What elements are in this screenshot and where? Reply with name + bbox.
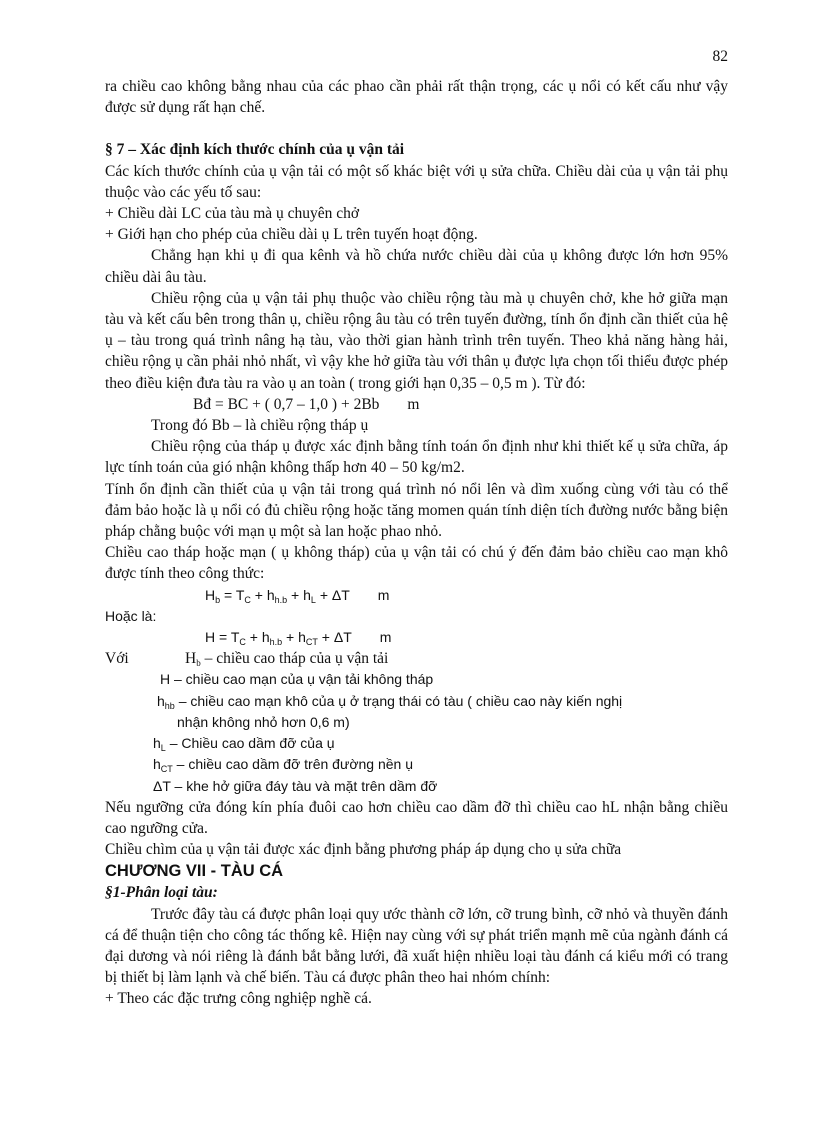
definition-row [105, 648, 728, 669]
definition-label: Với [105, 650, 129, 668]
paragraph: Hoặc là: [105, 607, 157, 624]
paragraph: ra chiều cao không bằng nhau của các phao cần phải rất thận trọng, các ụ nổi có kết cấu như vậy được sử dụng rất hạn chế. [105, 78, 728, 117]
bullet-item: + Theo các đặc trưng công nghiệp nghề cá. [105, 990, 372, 1008]
paragraph: Nếu ngưỡng cửa đóng kín phía đuôi cao hơn chiều cao dầm đỡ thì chiều cao hL nhận bằng chiều cao ngưỡng cửa. [105, 798, 728, 837]
paragraph: Trước đây tàu cá được phân loại quy ước thành cỡ lớn, cỡ trung bình, cỡ nhỏ và thuyền đánh cá để thuận tiện cho công tác thống kê. Hiện nay cùng với sự phát triển mạnh mẽ của ngành đánh cá đại dương và nói riêng là đánh bắt bằng lưới, đã xuất hiện nhiều loại tàu đánh cá kiểu mới có trang bị thiết bị làm lạnh và chế biến. Tàu cá được phân theo hai nhóm chính: [105, 905, 728, 987]
definition-item: H – chiều cao mạn của ụ vận tải không tháp [160, 671, 434, 688]
paragraph: Tính ổn định cần thiết của ụ vận tải trong quá trình nó nổi lên và dìm xuống cùng với tàu có thể đảm bảo hoặc là ụ nổi có đủ chiều rộng hoặc tăng momen quán tính diện tích đường nước bằng biện pháp chằng buộc với mạn ụ một sà lan hoặc phao nhỏ. [105, 480, 728, 541]
paragraph: Trong đó Bb – là chiều rộng tháp ụ [151, 417, 369, 435]
paragraph: Chiều rộng của ụ vận tải phụ thuộc vào chiều rộng tàu mà ụ chuyên chở, khe hở giữa mạn tàu và kết cấu bên trong thân ụ, chiều rộng âu tàu có trên tuyến đường, tính ổn định cần thiết của hệ ụ – tàu trong quá trình nâng hạ tàu, vào thời gian hành trình trên tuyến. Theo khả năng hàng hải, chiều rộng ụ cần phải nhỏ nhất, vì vậy khe hở giữa tàu với thân ụ được lựa chọn tối thiểu được phép theo điều kiện đưa tàu ra vào ụ an toàn ( trong giới hạn 0,35 – 0,5 m ). Từ đó: [105, 289, 728, 392]
paragraph: Chẳng hạn khi ụ đi qua kênh và hồ chứa nước chiều dài của ụ không được lớn hơn 95% chiều dài âu tàu. [105, 247, 728, 286]
definition-item: $h_L$ – Chiều cao dầm đỡ của ụ [153, 735, 335, 754]
formula-unit: m [407, 395, 420, 413]
subsection-title: §1-Phân loại tàu: [105, 884, 218, 902]
paragraph: Chiều rộng của tháp ụ được xác định bằng tính toán ổn định như khi thiết kế ụ sửa chữa, áp lực tính toán của gió nhận không thấp hơn 40 – 50 kg/m2. [105, 438, 728, 477]
formula-height-tower: $H_b = T_C + h_{h.b} + h_L + \Delta T$ m [205, 586, 390, 605]
definition-item: nhận không nhỏ hơn 0,6 m) [177, 713, 350, 730]
definition-item: $h_{hb}$ – chiều cao mạn khô của ụ ở trạng thái có tàu ( chiều cao này kiến nghị [157, 692, 623, 711]
section-title: § 7 – Xác định kích thước chính của ụ vận tải [105, 141, 405, 159]
bullet-item: + Chiều dài LC của tàu mà ụ chuyên chở [105, 205, 360, 223]
paragraph: Chiều chìm của ụ vận tải được xác định bằng phương pháp áp dụng cho ụ sửa chữa [105, 841, 622, 859]
definition-item: $H_b$ – chiều cao tháp của ụ vận tải [185, 650, 389, 669]
formula-text: Bđ = BC + ( 0,7 – 1,0 ) + 2Bb [193, 395, 380, 413]
formula-height-side: $H = T_C + h_{h.b} + h_{CT} + \Delta T$ m [205, 629, 392, 648]
definition-item: $h_{CT}$ – chiều cao dầm đỡ trên đường nền ụ [153, 756, 414, 775]
page-body [105, 76, 728, 1010]
bullet-item: + Giới hạn cho phép của chiều dài ụ L trên tuyến hoạt động. [105, 226, 478, 244]
formula-width [105, 394, 728, 415]
page-number: 82 [712, 48, 728, 65]
definition-item: ΔT – khe hở giữa đáy tàu và mặt trên dầm đỡ [153, 777, 438, 794]
paragraph: Các kích thước chính của ụ vận tải có một số khác biệt với ụ sửa chữa. Chiều dài của ụ vận tải phụ thuộc vào các yếu tố sau: [105, 162, 728, 201]
paragraph: Chiều cao tháp hoặc mạn ( ụ không tháp) của ụ vận tải có chú ý đến đảm bảo chiều cao mạn khô được tính theo công thức: [105, 544, 728, 583]
chapter-title: CHƯƠNG VII - TÀU CÁ [105, 862, 284, 881]
